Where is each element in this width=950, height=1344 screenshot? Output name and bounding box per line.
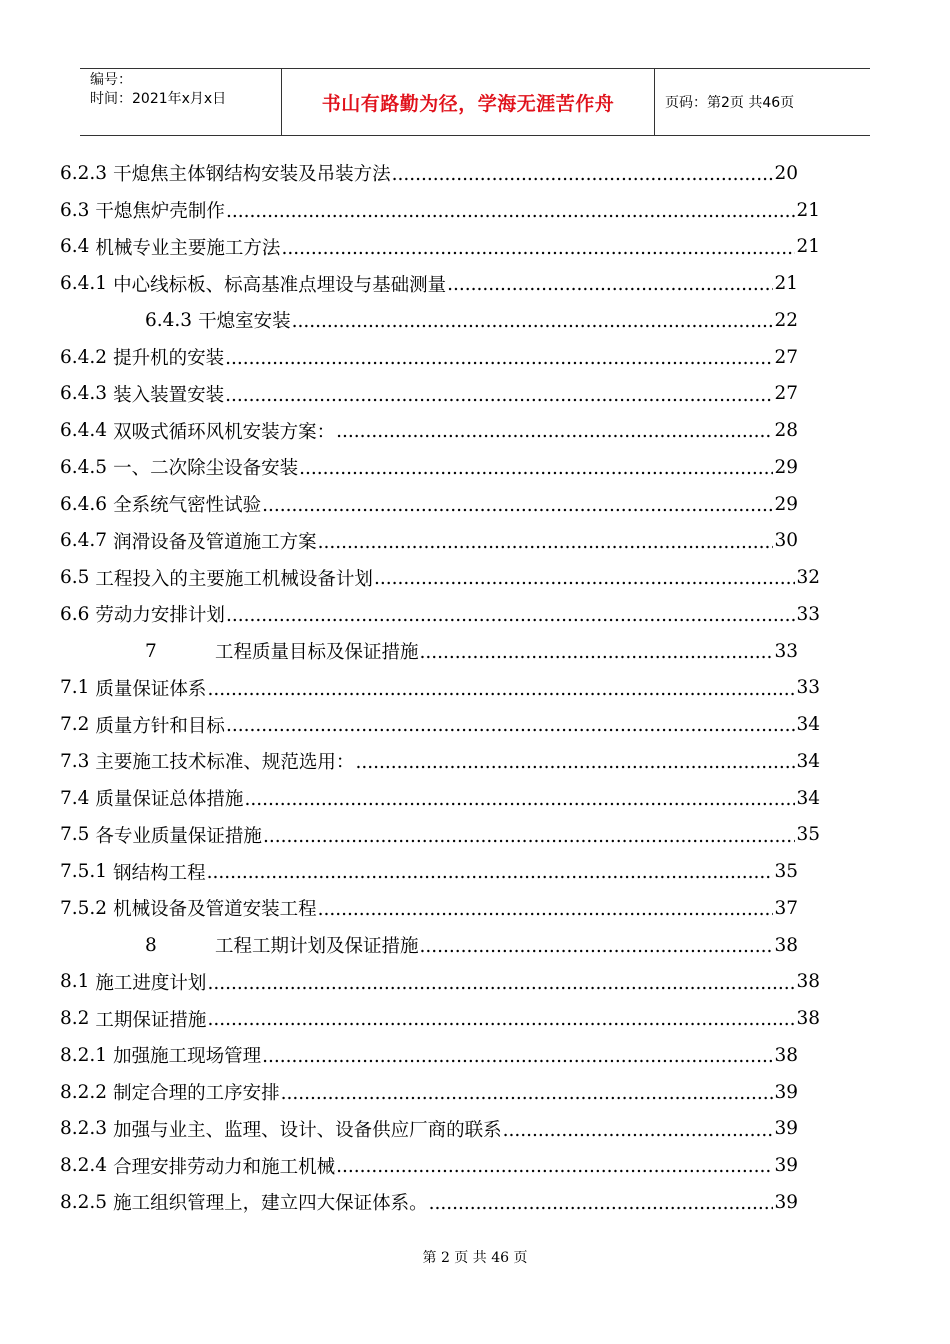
toc-entry-title: 全系统气密性试验	[113, 495, 262, 517]
toc-entry[interactable]	[60, 1147, 820, 1184]
toc-entry-number: 6.4.5	[60, 456, 108, 478]
toc-entry-number: 8.2.4	[60, 1155, 108, 1177]
toc-entry-number: 6.4.1	[60, 273, 108, 295]
toc-entry-title: 质量保证总体措施	[95, 789, 244, 811]
toc-dot-leader	[318, 899, 774, 918]
toc-entry-number: 8.2.5	[60, 1191, 108, 1213]
toc-entry-title: 质量方针和目标	[95, 715, 225, 737]
toc-entry[interactable]	[60, 302, 820, 339]
toc-entry-title: 劳动力安排计划	[95, 605, 225, 627]
toc-entry-number: 8.2.2	[60, 1081, 108, 1103]
toc-entry-page: 39	[774, 1081, 798, 1103]
toc-entry-title: 中心线标板、标高基准点埋设与基础测量	[113, 274, 447, 296]
toc-dot-leader	[225, 385, 773, 404]
toc-entry-number: 7.5	[60, 824, 90, 846]
toc-dot-leader	[447, 274, 773, 293]
toc-entry-title: 施工组织管理上，建立四大保证体系。	[113, 1193, 428, 1215]
toc-entry-page: 38	[796, 971, 820, 993]
toc-dot-leader	[262, 1046, 773, 1065]
header-number-label: 编号：	[90, 72, 132, 88]
page-header	[80, 68, 870, 136]
toc-entry-title: 合理安排劳动力和施工机械	[113, 1156, 336, 1178]
toc-entry[interactable]	[60, 1037, 820, 1074]
toc-entry-number: 8.2	[60, 1008, 90, 1030]
toc-entry[interactable]	[60, 743, 820, 780]
toc-dot-leader	[226, 201, 796, 220]
toc-dot-leader	[429, 1193, 774, 1212]
toc-entry-page: 20	[774, 162, 798, 184]
toc-entry-number: 6.4.6	[60, 493, 108, 515]
toc-entry[interactable]	[60, 670, 820, 707]
toc-entry-number: 6.6	[60, 603, 90, 625]
toc-dot-leader	[262, 495, 773, 514]
toc-entry-page: 33	[796, 677, 820, 699]
toc-entry-number: 6.4.2	[60, 346, 108, 368]
toc-entry-page: 33	[774, 640, 798, 662]
toc-entry-title: 干熄焦炉壳制作	[95, 201, 225, 223]
toc-entry[interactable]	[60, 486, 820, 523]
toc-entry-title: 工期保证措施	[95, 1009, 207, 1031]
toc-dot-leader	[207, 679, 795, 698]
toc-entry-page: 39	[774, 1155, 798, 1177]
toc-entry[interactable]	[60, 817, 820, 854]
toc-entry-page: 30	[774, 530, 798, 552]
toc-dot-leader	[392, 164, 774, 183]
header-page-info: 页码：第2页 共46页	[665, 95, 795, 111]
toc-dot-leader	[355, 752, 795, 771]
toc-entry-number: 6.4.4	[60, 420, 108, 442]
toc-entry-page: 37	[774, 897, 798, 919]
toc-entry[interactable]	[60, 1000, 820, 1037]
toc-entry[interactable]	[60, 376, 820, 413]
toc-entry[interactable]	[60, 596, 820, 633]
toc-entry[interactable]	[60, 155, 820, 192]
toc-dot-leader	[226, 605, 796, 624]
toc-entry-number: 7	[145, 640, 157, 662]
toc-entry-number: 7.2	[60, 714, 90, 736]
toc-entry-title: 钢结构工程	[113, 862, 206, 884]
toc-entry-page: 35	[774, 861, 798, 883]
toc-entry-title: 各专业质量保证措施	[95, 825, 262, 847]
toc-entry-number: 6.4.3	[145, 309, 193, 331]
toc-dot-leader	[318, 532, 774, 551]
toc-entry-page: 27	[774, 346, 798, 368]
toc-entry[interactable]	[60, 927, 820, 964]
toc-dot-leader	[503, 1120, 774, 1139]
toc-entry-number: 8.1	[60, 971, 90, 993]
toc-dot-leader	[207, 862, 774, 881]
toc-entry-number: 6.5	[60, 567, 90, 589]
header-time-label: 时间：2021年x月x日	[90, 91, 227, 107]
toc-entry[interactable]	[60, 339, 820, 376]
toc-entry-page: 34	[796, 714, 820, 736]
toc-entry[interactable]	[60, 559, 820, 596]
toc-entry-title: 制定合理的工序安排	[113, 1083, 280, 1105]
toc-entry-page: 32	[796, 567, 820, 589]
toc-dot-leader	[244, 789, 795, 808]
toc-entry-page: 38	[796, 1008, 820, 1030]
toc-entry-number: 7.1	[60, 677, 90, 699]
toc-entry-number: 6.4.3	[60, 383, 108, 405]
toc-entry-number: 7.4	[60, 787, 90, 809]
toc-entry-page: 21	[796, 199, 820, 221]
toc-entry-page: 33	[796, 603, 820, 625]
toc-entry[interactable]	[60, 265, 820, 302]
toc-dot-leader	[263, 826, 796, 845]
toc-entry[interactable]	[60, 229, 820, 266]
toc-entry-page: 39	[774, 1191, 798, 1213]
toc-entry-title: 一、二次除尘设备安装	[113, 458, 299, 480]
toc-entry[interactable]	[60, 1111, 820, 1148]
toc-entry-title: 干熄室安装	[198, 311, 291, 333]
toc-entry[interactable]	[60, 964, 820, 1001]
toc-dot-leader	[420, 936, 774, 955]
toc-entry-title: 装入装置安装	[113, 384, 225, 406]
toc-entry[interactable]	[60, 890, 820, 927]
toc-entry-number: 7.5.1	[60, 861, 108, 883]
toc-dot-leader	[281, 1083, 774, 1102]
toc-entry-title: 加强施工现场管理	[113, 1046, 262, 1068]
toc-entry-title: 主要施工技术标准、规范选用：	[95, 752, 355, 774]
toc-entry-page: 21	[796, 236, 820, 258]
toc-entry-number: 6.4	[60, 236, 90, 258]
toc-dot-leader	[226, 715, 796, 734]
toc-entry-title: 润滑设备及管道施工方案	[113, 531, 317, 553]
toc-entry-number: 8.2.3	[60, 1118, 108, 1140]
toc-entry-number: 6.4.7	[60, 530, 108, 552]
toc-entry-page: 38	[774, 934, 798, 956]
toc-entry-page: 34	[796, 787, 820, 809]
toc-dot-leader	[420, 642, 774, 661]
toc-entry-number: 6.3	[60, 199, 90, 221]
toc-entry-page: 27	[774, 383, 798, 405]
toc-entry-page: 35	[796, 824, 820, 846]
toc-entry[interactable]	[60, 449, 820, 486]
toc-entry-title: 工程投入的主要施工机械设备计划	[95, 568, 373, 590]
toc-entry[interactable]	[60, 853, 820, 890]
toc-entry-page: 38	[774, 1044, 798, 1066]
toc-entry[interactable]	[60, 192, 820, 229]
toc-dot-leader	[374, 568, 796, 587]
toc-entry-page: 29	[774, 456, 798, 478]
page-footer: 第 2 页 共 46 页	[422, 1250, 528, 1266]
toc-dot-leader	[207, 973, 795, 992]
toc-entry-number: 7.3	[60, 750, 90, 772]
toc-entry[interactable]	[60, 780, 820, 817]
toc-entry[interactable]	[60, 523, 820, 560]
toc-dot-leader	[299, 458, 773, 477]
table-of-contents	[60, 155, 820, 1221]
toc-entry-page: 28	[774, 420, 798, 442]
toc-entry-number: 8	[145, 934, 157, 956]
toc-dot-leader	[336, 421, 773, 440]
toc-entry-title: 工程质量目标及保证措施	[215, 642, 419, 664]
toc-entry[interactable]	[60, 412, 820, 449]
toc-entry-page: 22	[774, 309, 798, 331]
toc-entry-title: 加强与业主、监理、设计、设备供应厂商的联系	[113, 1119, 502, 1141]
toc-entry-title: 双吸式循环风机安装方案：	[113, 421, 336, 443]
toc-entry-number: 8.2.1	[60, 1044, 108, 1066]
toc-entry-title: 施工进度计划	[95, 972, 207, 994]
toc-entry-title: 工程工期计划及保证措施	[215, 936, 419, 958]
toc-entry-page: 39	[774, 1118, 798, 1140]
toc-entry-title: 机械设备及管道安装工程	[113, 899, 317, 921]
toc-entry-title: 干熄焦主体钢结构安装及吊装方法	[113, 164, 391, 186]
toc-entry[interactable]	[60, 706, 820, 743]
toc-entry[interactable]	[60, 1074, 820, 1111]
toc-dot-leader	[207, 1009, 795, 1028]
toc-entry-page: 29	[774, 493, 798, 515]
toc-entry-title: 机械专业主要施工方法	[95, 237, 281, 259]
toc-entry[interactable]	[60, 1184, 820, 1221]
header-meta	[80, 69, 281, 135]
toc-dot-leader	[292, 311, 774, 330]
toc-entry-number: 7.5.2	[60, 897, 108, 919]
toc-dot-leader	[225, 348, 773, 367]
header-motto: 书山有路勤为径，学海无涯苦作舟	[281, 69, 655, 135]
toc-entry-title: 提升机的安装	[113, 348, 225, 370]
toc-dot-leader	[336, 1156, 773, 1175]
toc-entry-page: 34	[796, 750, 820, 772]
toc-entry[interactable]	[60, 633, 820, 670]
toc-entry-number: 6.2.3	[60, 162, 108, 184]
toc-dot-leader	[281, 238, 795, 257]
toc-entry-page: 21	[774, 273, 798, 295]
toc-entry-title: 质量保证体系	[95, 678, 207, 700]
